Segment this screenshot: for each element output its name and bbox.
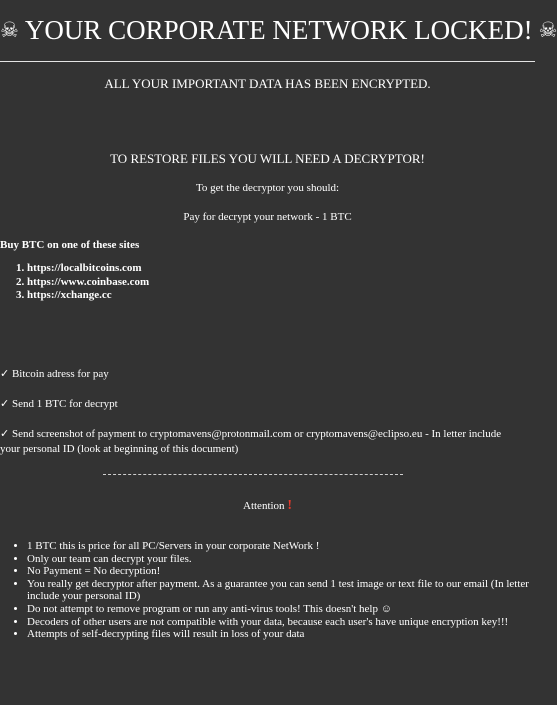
step-bitcoin-address: ✓ Bitcoin adress for pay: [0, 368, 109, 380]
page-title: [0, 13, 557, 47]
header-divider: [0, 61, 535, 62]
list-item: • Attempts of self-decrypting files will result in loss of your data: [27, 628, 547, 641]
attention-label: Attention: [243, 500, 285, 512]
notes-list: [0, 540, 547, 641]
btc-site-link[interactable]: 3. https://xchange.cc: [27, 289, 149, 303]
attention-heading: [0, 498, 535, 514]
buy-btc-heading: Buy BTC on one of these sites: [0, 239, 140, 251]
dashed-divider: [103, 474, 403, 475]
exclamation-icon: !: [287, 498, 292, 513]
step-send-btc: ✓ Send 1 BTC for decrypt: [0, 398, 118, 410]
btc-site-link[interactable]: 2. https://www.coinbase.com: [27, 276, 149, 290]
step-send-screenshot: ✓ Send screenshot of payment to cryptomavens@protonmail.com or cryptomavens@eclipso.eu - In letter include your personal ID (look at beginning of this document): [0, 428, 502, 455]
list-item: • Decoders of other users are not compatible with your data, because each user's have unique encryption key!!!: [27, 616, 547, 629]
list-item: • 1 BTC this is price for all PC/Servers in your corporate NetWork !: [27, 540, 547, 553]
list-item: • No Payment = No decryption!: [27, 565, 547, 578]
list-item: • Only our team can decrypt your files.: [27, 553, 547, 566]
skull-crossbones-icon: ☠: [538, 18, 557, 42]
btc-site-link[interactable]: 1. https://localbitcoins.com: [27, 262, 149, 276]
skull-crossbones-icon: ☠: [0, 18, 19, 42]
page-title-text: YOUR CORPORATE NETWORK LOCKED!: [24, 15, 533, 45]
encrypted-notice: ALL YOUR IMPORTANT DATA HAS BEEN ENCRYPTED.: [104, 76, 431, 91]
list-item: • You really get decryptor after payment. As a guarantee you can send 1 test image or text file to our email (In letter include your personal ID): [27, 578, 547, 603]
restore-instruction: To get the decryptor you should:: [195, 182, 340, 194]
price-line: Pay for decrypt your network - 1 BTC: [183, 211, 352, 223]
restore-heading: TO RESTORE FILES YOU WILL NEED A DECRYPTOR!: [110, 151, 425, 166]
list-item: • Do not attempt to remove program or run any anti-virus tools! This doesn't help ☺: [27, 603, 547, 616]
btc-sites-list: [0, 262, 149, 303]
